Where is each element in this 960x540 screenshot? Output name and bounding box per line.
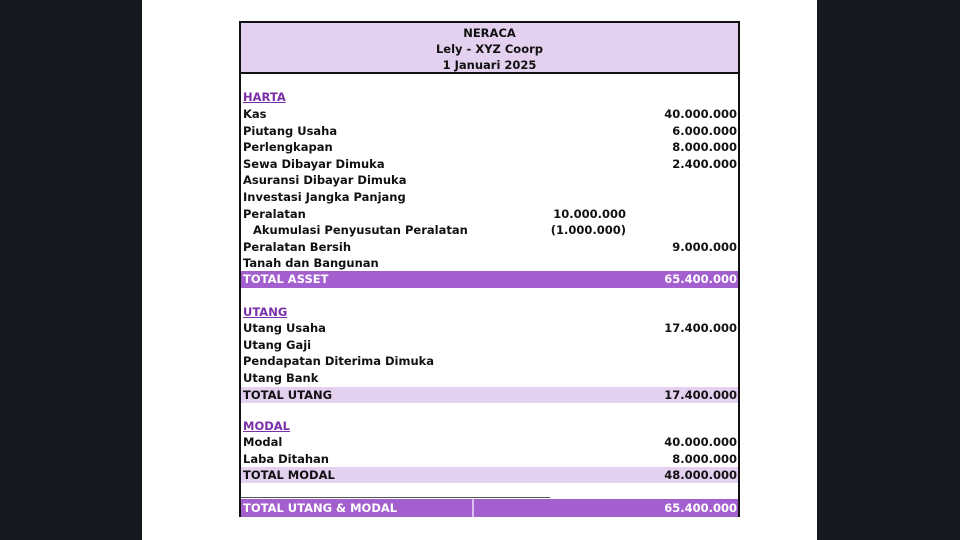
table-row [241, 139, 738, 155]
row-amount: 2.400.000 [672, 157, 737, 171]
row-label: Utang Usaha [243, 321, 326, 335]
total-row-utang [241, 387, 738, 403]
sheet-entity: Lely - XYZ Coorp [435, 42, 544, 56]
row-amount: 9.000.000 [672, 240, 737, 254]
table-row [241, 370, 738, 386]
grand-total-row [241, 499, 738, 517]
row-label: Peralatan Bersih [243, 240, 352, 254]
row-amount: 8.000.000 [672, 452, 737, 466]
divider-line [241, 497, 550, 498]
table-row [241, 222, 738, 238]
grand-total-label: TOTAL UTANG & MODAL [243, 501, 398, 515]
row-label: Utang Gaji [243, 338, 312, 352]
table-row [241, 106, 738, 122]
table-row [241, 255, 738, 271]
sheet-date: 1 Januari 2025 [442, 58, 537, 72]
section-heading-harta [241, 89, 738, 105]
section-heading-utang [241, 304, 738, 320]
row-label: Perlengkapan [243, 140, 333, 154]
total-amount: 17.400.000 [664, 388, 737, 402]
balance-sheet [239, 21, 740, 517]
table-row [241, 451, 738, 467]
sheet-header [241, 23, 738, 74]
row-label: Kas [243, 107, 267, 121]
total-label: TOTAL UTANG [243, 388, 333, 402]
row-label: Laba Ditahan [243, 452, 329, 466]
row-label: Tanah dan Bangunan [243, 256, 379, 270]
table-row [241, 239, 738, 255]
sheet-title: NERACA [463, 26, 516, 40]
table-row [241, 337, 738, 353]
row-subamount: (1.000.000) [550, 223, 626, 237]
row-label: Modal [243, 435, 283, 449]
cell-divider [472, 499, 474, 517]
row-label: Sewa Dibayar Dimuka [243, 157, 385, 171]
row-amount: 40.000.000 [664, 435, 737, 449]
table-row [241, 206, 738, 222]
table-row [241, 172, 738, 188]
row-label: Asuransi Dibayar Dimuka [243, 173, 407, 187]
row-subamount: 10.000.000 [553, 207, 626, 221]
grand-total-amount: 65.400.000 [664, 501, 737, 515]
total-amount: 48.000.000 [664, 468, 737, 482]
table-row [241, 434, 738, 450]
row-label: Pendapatan Diterima Dimuka [243, 354, 435, 368]
table-row [241, 320, 738, 336]
row-label: Investasi Jangka Panjang [243, 190, 406, 204]
total-row-asset [241, 271, 738, 288]
row-amount: 40.000.000 [664, 107, 737, 121]
section-heading-modal [241, 418, 738, 434]
row-amount: 6.000.000 [672, 124, 737, 138]
document-page [142, 0, 817, 540]
table-row [241, 353, 738, 369]
total-row-modal [241, 467, 738, 483]
table-row [241, 189, 738, 205]
section-heading-label: MODAL [243, 419, 290, 433]
total-amount: 65.400.000 [664, 272, 737, 286]
table-row [241, 123, 738, 139]
row-label: Piutang Usaha [243, 124, 338, 138]
section-heading-label: UTANG [243, 305, 288, 319]
row-label: Akumulasi Penyusutan Peralatan [253, 223, 468, 237]
section-heading-label: HARTA [243, 90, 286, 104]
total-label: TOTAL MODAL [243, 468, 335, 482]
row-label: Peralatan [243, 207, 306, 221]
row-amount: 8.000.000 [672, 140, 737, 154]
row-amount: 17.400.000 [664, 321, 737, 335]
row-label: Utang Bank [243, 371, 319, 385]
table-row [241, 156, 738, 172]
total-label: TOTAL ASSET [243, 272, 329, 286]
